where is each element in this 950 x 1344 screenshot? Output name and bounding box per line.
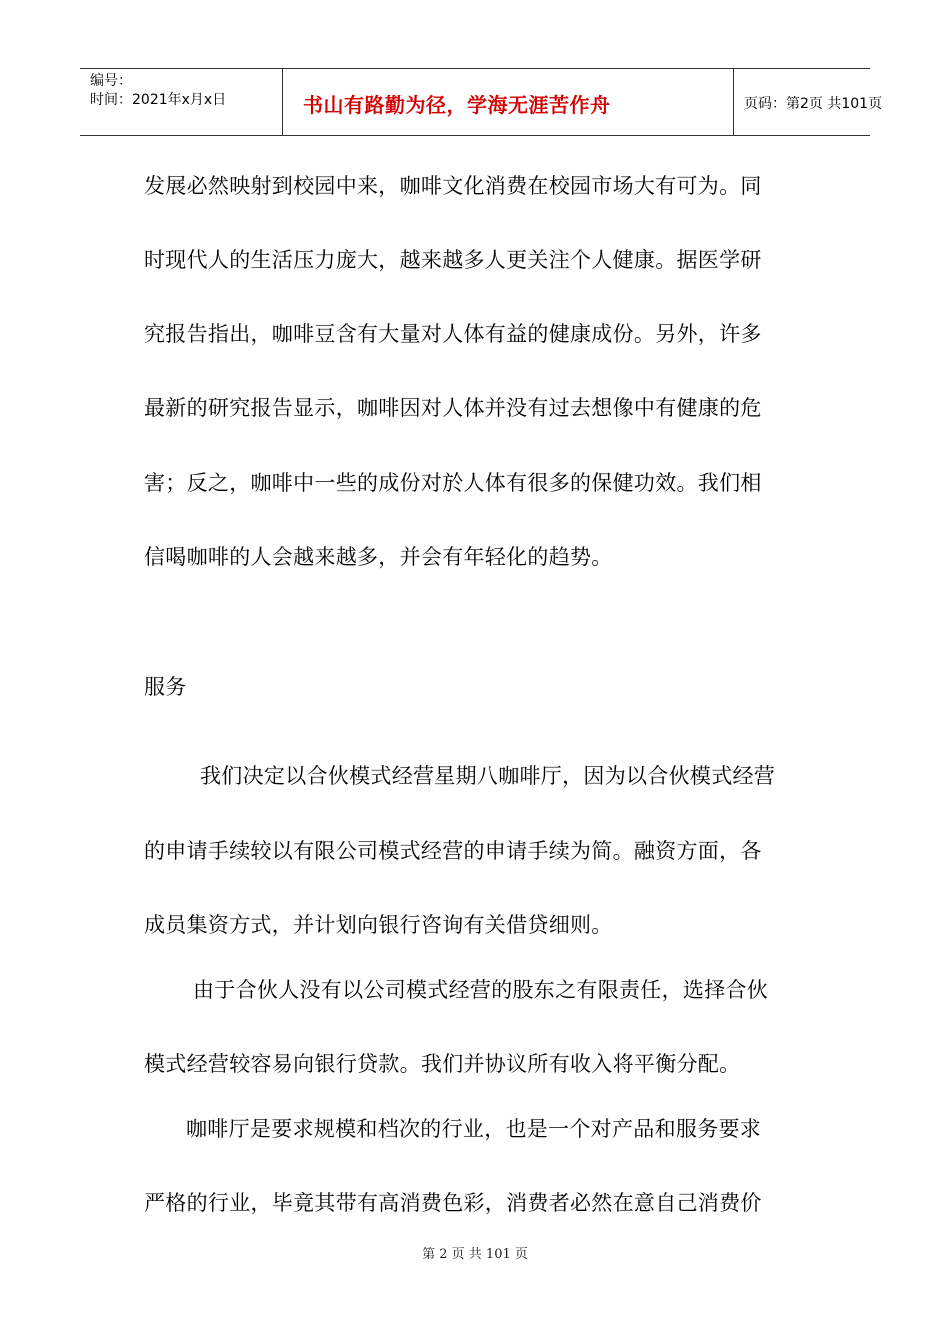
body-line: 严格的行业，毕竟其带有高消费色彩，消费者必然在意自己消费价: [144, 1191, 762, 1215]
document-number-label: 编号：: [90, 73, 132, 89]
body-line: 咖啡厅是要求规模和档次的行业，也是一个对产品和服务要求: [186, 1117, 762, 1141]
body-line: 的申请手续较以有限公司模式经营的申请手续为简。融资方面，各: [144, 839, 762, 863]
body-line: 模式经营较容易向银行贷款。我们并协议所有收入将平衡分配。: [144, 1052, 741, 1076]
section-heading: 服务: [144, 675, 187, 699]
header-page-info: 页码：第2页 共101页: [744, 96, 883, 112]
body-line: 时现代人的生活压力庞大，越来越多人更关注个人健康。据医学研: [144, 248, 762, 272]
motto-text: 书山有路勤为径，学海无涯苦作舟: [303, 93, 611, 117]
body-line: 害；反之，咖啡中一些的成份对於人体有很多的保健功效。我们相: [144, 471, 762, 495]
header-motto-cell: [282, 69, 734, 135]
document-header: [80, 68, 883, 136]
body-line: 我们决定以合伙模式经营星期八咖啡厅，因为以合伙模式经营: [200, 764, 776, 788]
body-line: 最新的研究报告显示，咖啡因对人体并没有过去想像中有健康的危: [144, 396, 762, 420]
header-page-cell: [734, 69, 883, 135]
body-line: 究报告指出，咖啡豆含有大量对人体有益的健康成份。另外，许多: [144, 322, 762, 346]
body-line: 由于合伙人没有以公司模式经营的股东之有限责任，选择合伙: [193, 978, 769, 1002]
body-line: 成员集资方式，并计划向银行咨询有关借贷细则。: [144, 913, 613, 937]
body-line: 发展必然映射到校园中来，咖啡文化消费在校园市场大有可为。同: [144, 174, 762, 198]
document-date: 时间：2021年x月x日: [90, 92, 227, 108]
header-meta-cell: [80, 69, 282, 135]
page-footer: 第 2 页 共 101 页: [422, 1247, 528, 1262]
body-line: 信喝咖啡的人会越来越多，并会有年轻化的趋势。: [144, 545, 613, 569]
